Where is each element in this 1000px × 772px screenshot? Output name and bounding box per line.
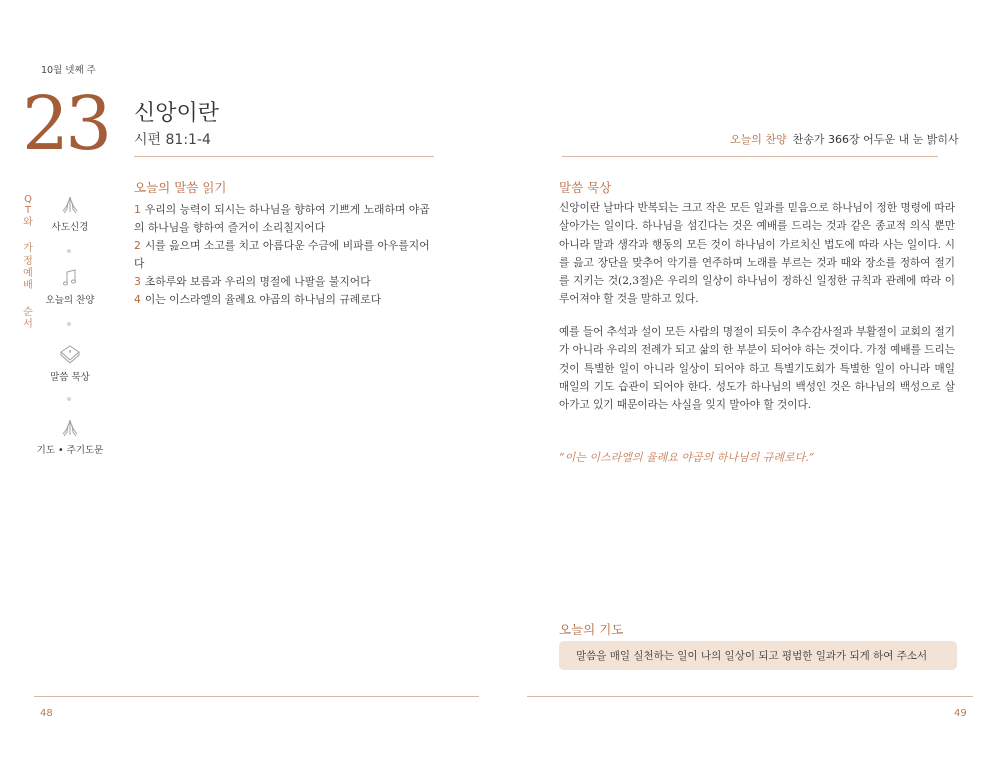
verse-text: 시를 읊으며 소고를 치고 아름다운 수금에 비파를 아우를지어다 bbox=[134, 239, 430, 270]
sidebar-item-label: 사도신경 bbox=[51, 222, 89, 233]
sidebar-item-meditation[interactable] bbox=[25, 343, 115, 383]
verse bbox=[134, 291, 439, 309]
sidebar-dot bbox=[67, 322, 71, 326]
bible-icon bbox=[58, 343, 82, 365]
vertical-char: 와 bbox=[23, 217, 33, 228]
day-number: 23 bbox=[22, 81, 109, 167]
praying-hands-icon bbox=[60, 195, 80, 215]
hymn-text: 찬송가 366장 어두운 내 눈 밝히사 bbox=[792, 133, 959, 146]
title-divider bbox=[134, 156, 434, 157]
hymn-of-the-day bbox=[730, 131, 959, 147]
vertical-char: T bbox=[24, 205, 32, 216]
music-note-icon bbox=[60, 268, 80, 288]
sidebar-item-prayer[interactable] bbox=[25, 418, 115, 456]
verse-number: 4 bbox=[134, 293, 141, 306]
prayer-heading: 오늘의 기도 bbox=[559, 622, 624, 637]
meditation-paragraph: 신앙이란 날마다 반복되는 크고 작은 모든 일과를 믿음으로 하나님이 정한 명령에 따라 살아가는 일이다. 하나님을 섬긴다는 것은 예배를 드리는 것과 같은 종교적 의식 뿐만 아니라 말과 생각과 행동의 모든 것이 하나님이 가르치신 법도에 따라 사는 일이다. 시를 읊고 장단을 맞추어 악기를 연주하며 노래를 부르는 것과 때와 장소를 정하여 절기를 지키는 것(2,3절)은 우리의 일상이 하나님이 정하신 일정한 규칙과 관례에 따라 이루어져야 할 것을 말하고 있다. bbox=[559, 202, 955, 306]
verse-text: 이는 이스라엘의 율례요 야곱의 하나님의 규례로다 bbox=[144, 293, 382, 306]
vertical-char: 예 bbox=[23, 268, 33, 279]
meditation-quote: “이는 이스라엘의 율례요 야곱의 하나님의 규례로다.” bbox=[559, 451, 815, 464]
scripture-reference: 시편 81:1-4 bbox=[134, 132, 211, 148]
week-label: 10월 넷째 주 bbox=[41, 65, 96, 76]
verse-number: 1 bbox=[134, 203, 141, 216]
page-number-right: 49 bbox=[954, 708, 967, 719]
page-number-left: 48 bbox=[40, 708, 53, 719]
vertical-char: 서 bbox=[23, 319, 33, 330]
sidebar-item-label: 오늘의 찬양 bbox=[45, 295, 95, 306]
verse-text: 우리의 능력이 되시는 하나님을 향하여 기쁘게 노래하며 야곱의 하나님을 향하여 즐거이 소리칠지어다 bbox=[134, 203, 430, 234]
praying-hands-icon bbox=[60, 418, 80, 438]
hymn-divider bbox=[562, 156, 938, 157]
sidebar-item-label: 기도 • 주기도문 bbox=[36, 445, 104, 456]
footer-divider-right bbox=[527, 696, 973, 697]
meditation-paragraph: 예를 들어 추석과 설이 모든 사람의 명절이 되듯이 추수감사절과 부활절이 교회의 절기가 아니라 우리의 전례가 되고 삶의 한 부분이 되어야 하는 것이다. 가정 예배를 드리는 것이 특별한 일이 아니라 일상이 되어야 하고 특별기도회가 특별한 일이 아니라 매일 매일의 기도 습관이 되어야 한다. 성도가 하나님의 백성인 것은 하나님의 백성으로 살아가고 있기 때문이라는 사실을 잊지 말아야 할 것이다. bbox=[559, 326, 955, 412]
page-title: 신앙이란 bbox=[134, 101, 220, 126]
vertical-char: 가 bbox=[23, 243, 33, 254]
vertical-char: 배 bbox=[23, 280, 33, 291]
meditation-heading: 말씀 묵상 bbox=[559, 180, 612, 195]
sidebar-dot bbox=[67, 397, 71, 401]
prayer-box bbox=[559, 641, 957, 670]
sidebar-item-label: 말씀 묵상 bbox=[50, 372, 90, 383]
sidebar-item-hymn[interactable] bbox=[25, 268, 115, 306]
verse bbox=[134, 273, 439, 291]
sidebar-dot bbox=[67, 249, 71, 253]
verse-number: 3 bbox=[134, 275, 141, 288]
verse bbox=[134, 237, 439, 273]
verse bbox=[134, 201, 439, 237]
sidebar-item-apostles-creed[interactable] bbox=[25, 195, 115, 233]
verse-text: 초하루와 보름과 우리의 명절에 나팔을 불지어다 bbox=[144, 275, 371, 288]
footer-divider-left bbox=[34, 696, 479, 697]
hymn-label: 오늘의 찬양 bbox=[730, 133, 787, 146]
verse-number: 2 bbox=[134, 239, 141, 252]
vertical-char: 정 bbox=[23, 256, 33, 267]
verse-list bbox=[134, 201, 439, 309]
prayer-text: 말씀을 매일 실천하는 일이 나의 일상이 되고 평범한 일과가 되게 하여 주소서 bbox=[576, 650, 928, 662]
reading-heading: 오늘의 말씀 읽기 bbox=[134, 180, 227, 195]
vertical-char: Q bbox=[24, 194, 32, 205]
vertical-char: 순 bbox=[23, 307, 33, 318]
